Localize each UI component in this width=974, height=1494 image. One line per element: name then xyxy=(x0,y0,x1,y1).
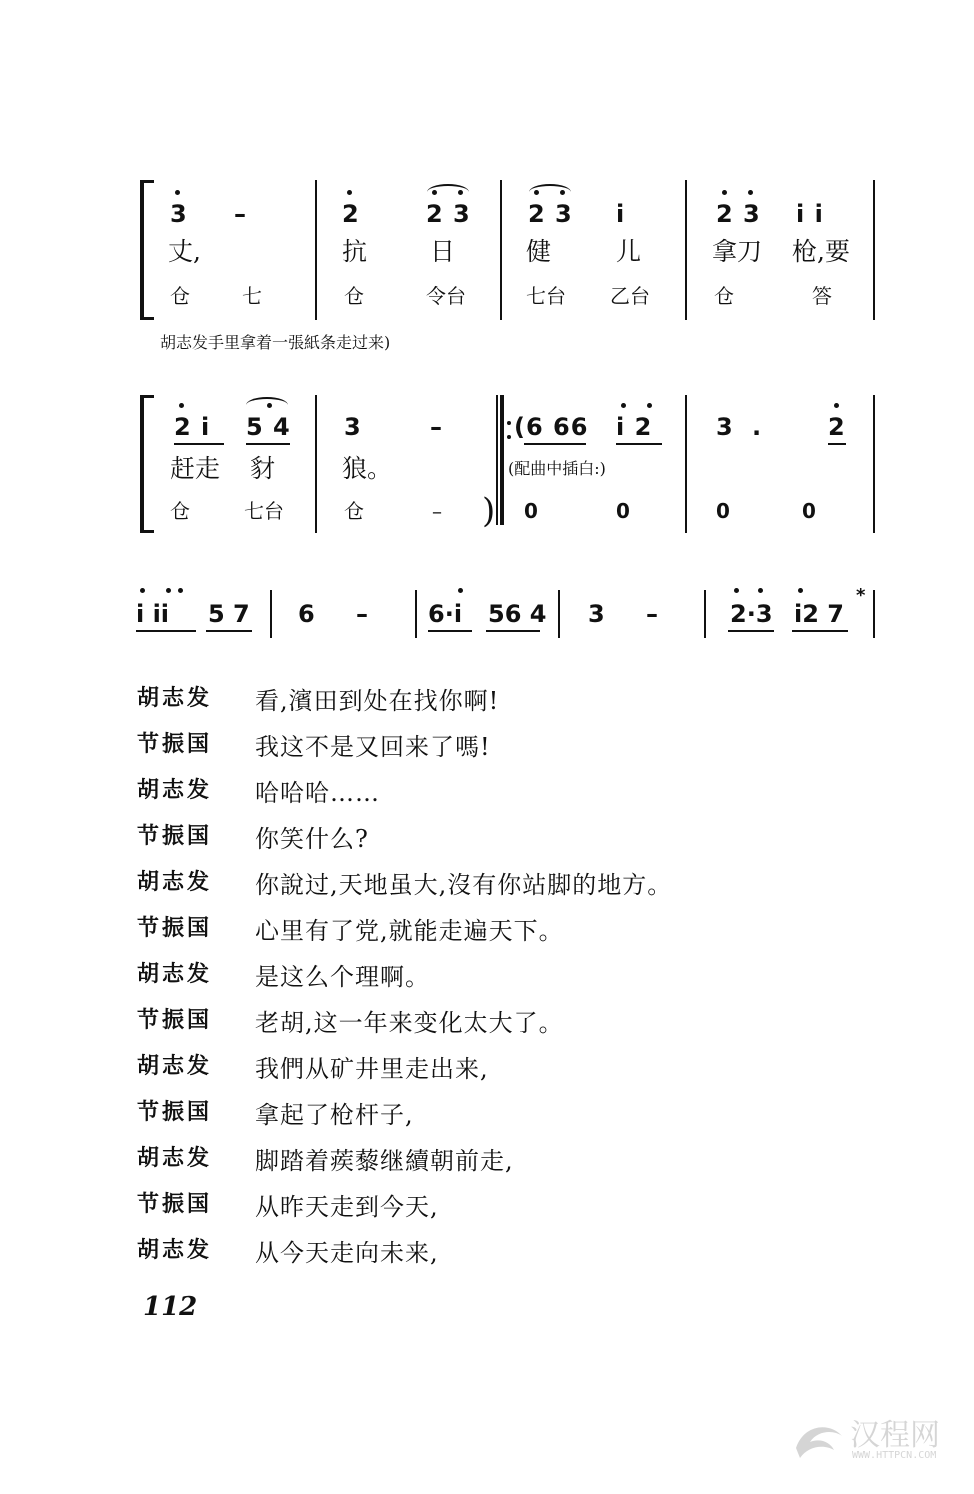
speech-text: 看,濱田到处在找你啊! xyxy=(255,687,500,715)
barline xyxy=(415,590,417,638)
score-system-2 xyxy=(140,395,875,533)
octave-dot xyxy=(140,588,145,593)
gong-syllable: 七 xyxy=(242,284,262,308)
page-number: 112 xyxy=(143,1292,198,1322)
notes-row xyxy=(164,194,875,234)
gong-syllable: 0 xyxy=(616,499,630,523)
lyric: 豺 xyxy=(250,454,276,483)
octave-dot xyxy=(621,403,626,408)
note: 3 xyxy=(588,600,605,628)
underline xyxy=(524,443,586,445)
note: – xyxy=(430,413,443,441)
octave-dot xyxy=(758,588,763,593)
lyrics-row xyxy=(164,232,875,272)
speaker-name: 胡志发 xyxy=(137,686,213,711)
note: 3 xyxy=(170,200,188,228)
gong-syllable: 令台 xyxy=(426,284,466,308)
octave-dot xyxy=(175,190,180,195)
note: 5 7 xyxy=(208,600,250,628)
lyric: 赶走 xyxy=(170,454,221,483)
lyric: 抗 xyxy=(342,237,368,266)
octave-dot xyxy=(647,403,652,408)
speech-text: 脚踏着蒺藜继續朝前走, xyxy=(255,1147,514,1175)
system-bracket xyxy=(140,180,154,320)
underline xyxy=(728,630,774,632)
gong-syllable: 七台 xyxy=(244,499,284,523)
note: i 2 xyxy=(616,413,653,441)
logo-icon xyxy=(790,1414,848,1464)
speaker-name: 胡志发 xyxy=(137,870,213,895)
octave-dot xyxy=(834,403,839,408)
note: 2·3 xyxy=(730,600,773,628)
underline xyxy=(486,630,540,632)
note: i2 7 xyxy=(794,600,844,628)
underline xyxy=(136,630,196,632)
barline xyxy=(558,590,560,638)
speaker-name: 节振国 xyxy=(137,1100,213,1125)
underline xyxy=(828,443,846,445)
lyric: 健 xyxy=(526,237,552,266)
note: i ii xyxy=(136,600,170,628)
percussion-row xyxy=(164,276,875,316)
lyric: 儿 xyxy=(616,237,642,266)
octave-dot xyxy=(748,190,753,195)
watermark-text: 汉程网 xyxy=(850,1418,940,1453)
note: 2 xyxy=(828,413,846,441)
melody-line xyxy=(130,585,875,640)
barline xyxy=(704,590,706,638)
speaker-name: 节振国 xyxy=(137,824,213,849)
note: 2 xyxy=(342,200,360,228)
octave-dot xyxy=(798,588,803,593)
barline xyxy=(873,590,875,638)
speech-text: 我这不是又回来了嗎! xyxy=(255,733,491,761)
gong-syllable: 0 xyxy=(802,499,816,523)
note: 2 3 xyxy=(426,200,471,228)
gong-syllable: – xyxy=(432,499,442,523)
lyric: 狼。 xyxy=(342,454,393,483)
speaker-name: 胡志发 xyxy=(137,1054,213,1079)
speech-text: 你笑什么? xyxy=(255,825,369,853)
lyric: 枪,要 xyxy=(792,237,850,266)
speaker-name: 胡志发 xyxy=(137,778,213,803)
octave-dot xyxy=(166,588,171,593)
note: 3 xyxy=(344,413,362,441)
octave-dot xyxy=(179,403,184,408)
percussion-row xyxy=(164,491,875,531)
octave-dot xyxy=(178,588,183,593)
speaker-name: 节振国 xyxy=(137,732,213,757)
aside-note: (配曲中插白:) xyxy=(508,459,606,478)
lyrics-row xyxy=(164,449,875,489)
note: 6·i xyxy=(428,600,463,628)
speech-text: 拿起了枪杆子, xyxy=(255,1101,414,1129)
slur xyxy=(529,184,571,200)
note: – xyxy=(646,600,658,628)
note: 2 3 xyxy=(528,200,573,228)
note: 2 i xyxy=(174,413,211,441)
gong-syllable: 仓 xyxy=(344,284,364,308)
speaker-name: 节振国 xyxy=(137,916,213,941)
note: 6 xyxy=(298,600,315,628)
speaker-name: 胡志发 xyxy=(137,962,213,987)
underline xyxy=(206,630,252,632)
watermark xyxy=(790,1410,960,1480)
underline xyxy=(792,630,848,632)
gong-syllable: 仓 xyxy=(170,284,190,308)
gong-syllable: 仓 xyxy=(714,284,734,308)
speech-text: 从今天走向未来, xyxy=(255,1239,439,1267)
slur xyxy=(246,397,288,413)
gong-syllable: 0 xyxy=(716,499,730,523)
speaker-name: 胡志发 xyxy=(137,1146,213,1171)
gong-syllable: ) xyxy=(482,491,496,531)
lyric: 日 xyxy=(430,237,456,266)
speech-text: 哈哈哈…… xyxy=(255,779,380,807)
speaker-name: 节振国 xyxy=(137,1008,213,1033)
gong-syllable: 仓 xyxy=(344,499,364,523)
speech-text: 是这么个理啊。 xyxy=(255,963,430,991)
speech-text: 从昨天走到今天, xyxy=(255,1193,439,1221)
asterisk-mark: * xyxy=(856,585,866,606)
speaker-name: 节振国 xyxy=(137,1192,213,1217)
underline xyxy=(174,443,224,445)
note: 2 3 xyxy=(716,200,761,228)
underline xyxy=(616,443,662,445)
note: 5 4 xyxy=(246,413,291,441)
lyric: 丈, xyxy=(168,237,201,266)
note: – xyxy=(356,600,368,628)
gong-syllable: 七台 xyxy=(526,284,566,308)
speech-text: 我們从矿井里走出来, xyxy=(255,1055,489,1083)
octave-dot xyxy=(734,588,739,593)
barline xyxy=(270,590,272,638)
gong-syllable: 仓 xyxy=(170,499,190,523)
notes-row xyxy=(164,407,875,447)
slur xyxy=(427,184,469,200)
lyric: 拿刀 xyxy=(712,237,763,266)
speech-text: 心里有了党,就能走遍天下。 xyxy=(255,917,564,945)
watermark-url: WWW.HTTPCN.COM xyxy=(852,1450,937,1461)
note: i i xyxy=(796,200,824,228)
note: 3 xyxy=(716,413,734,441)
note: 56 4 xyxy=(488,600,547,628)
gong-syllable: 0 xyxy=(524,499,538,523)
system-bracket xyxy=(140,395,154,533)
speaker-name: 胡志发 xyxy=(137,1238,213,1263)
note: (6 66 xyxy=(514,413,589,441)
speech-text: 老胡,这一年来变化太大了。 xyxy=(255,1009,564,1037)
score-system-1 xyxy=(140,180,875,320)
note: – xyxy=(234,200,247,228)
speech-text: 你說过,天地虽大,沒有你站脚的地方。 xyxy=(255,871,673,899)
octave-dot xyxy=(458,588,463,593)
gong-syllable: 乙台 xyxy=(610,284,650,308)
note: . xyxy=(752,413,763,441)
underline xyxy=(428,630,472,632)
underline xyxy=(246,443,290,445)
stage-direction: 胡志发手里拿着一張紙条走过来) xyxy=(160,333,391,352)
note: i xyxy=(616,200,626,228)
octave-dot xyxy=(347,190,352,195)
octave-dot xyxy=(722,190,727,195)
gong-syllable: 答 xyxy=(812,284,832,308)
